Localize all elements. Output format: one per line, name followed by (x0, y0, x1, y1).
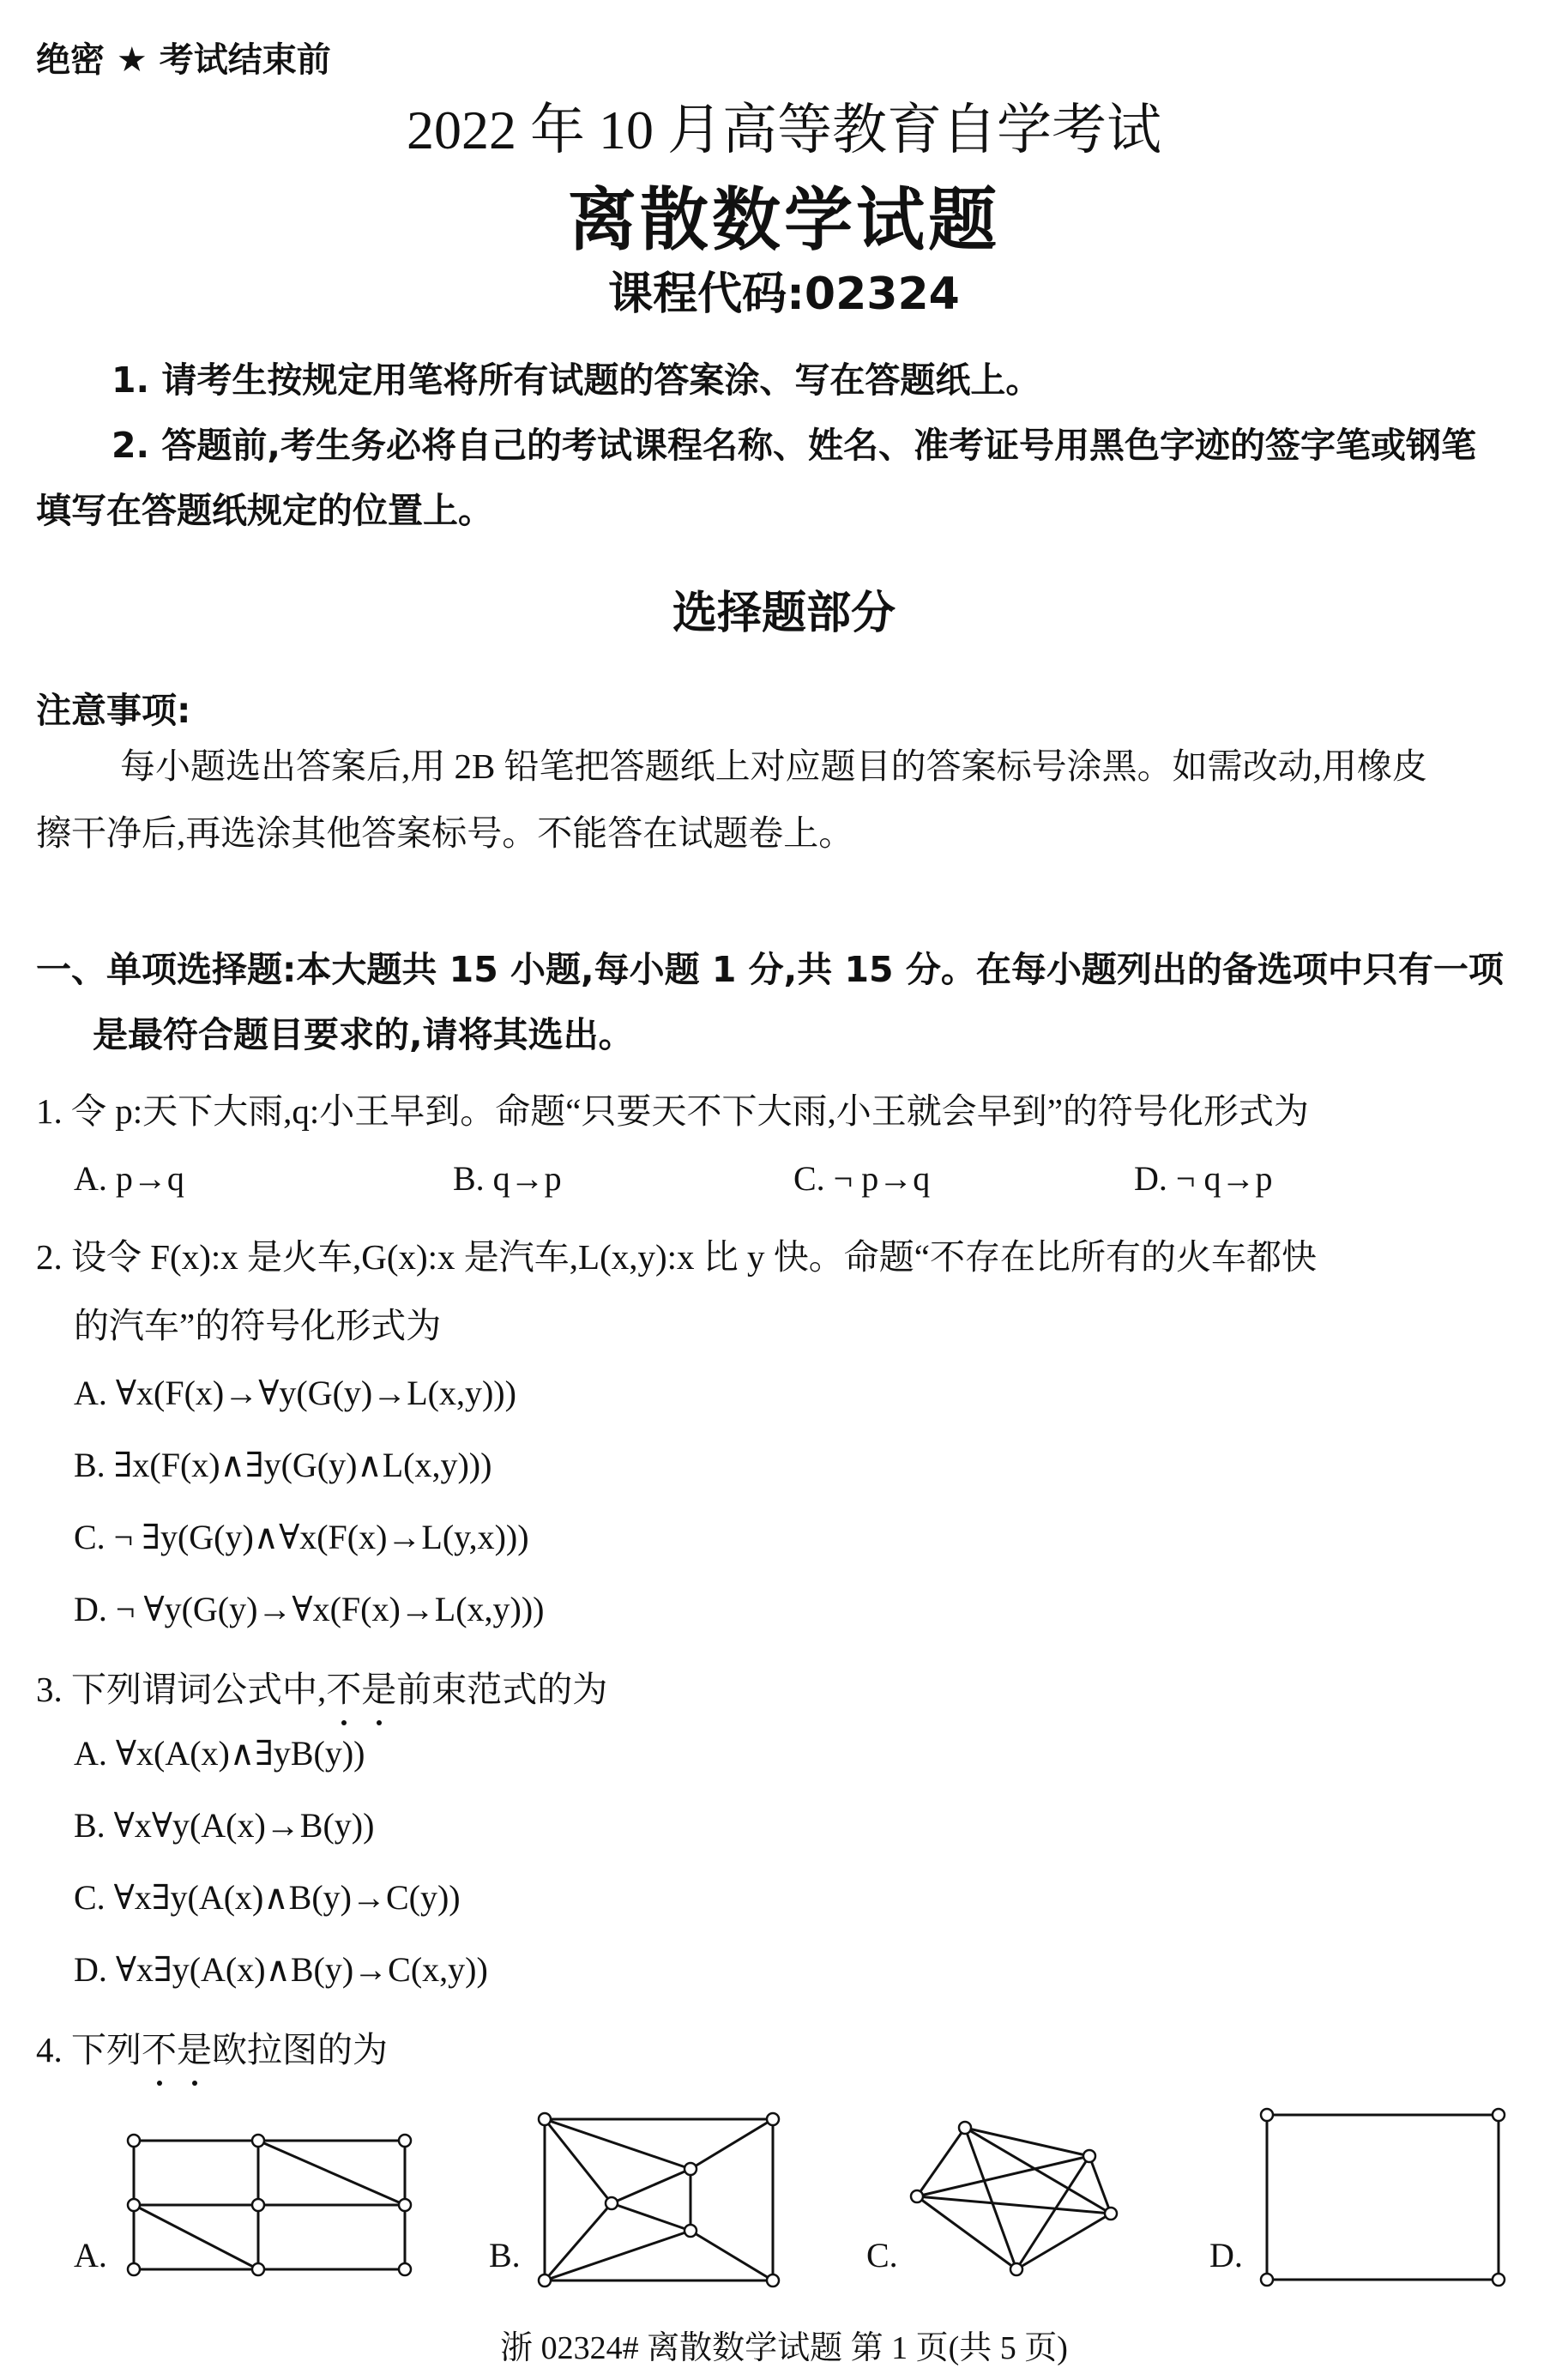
graph-d (1257, 2098, 1514, 2295)
question-1-option-c: C. ¬ p→q (793, 1159, 931, 1198)
question-3-text (36, 1661, 607, 1712)
question-3-option-a: A. ∀x(A(x)∧∃yB(y)) (74, 1734, 365, 1773)
question-4-emphasis-1: 不 (142, 2021, 177, 2072)
secret-mark: 绝密 ★ 考试结束前 (36, 40, 331, 80)
notice-line-2: 擦干净后,再选涂其他答案标号。不能答在试题卷上。 (36, 813, 854, 853)
question-3-prefix: 3. 下列谓词公式中, (36, 1670, 327, 1709)
question-1-option-b: B. q→p (453, 1159, 562, 1198)
question-2-text-continued: 的汽车”的符号化形式为 (74, 1306, 442, 1345)
question-1-option-a: A. p→q (74, 1159, 184, 1198)
question-4-suffix: 欧拉图的为 (212, 2030, 388, 2069)
question-4-option-c-label: C. (866, 2236, 898, 2274)
question-4-option-a-label: A. (74, 2236, 107, 2274)
question-3-emphasis-1: 不 (326, 1661, 361, 1712)
question-4-prefix: 4. 下列 (36, 2030, 142, 2069)
graph-b-vertices (539, 2113, 779, 2286)
question-4-text (36, 2021, 388, 2072)
question-2-option-d: D. ¬ ∀y(G(y)→∀x(F(x)→L(x,y))) (74, 1590, 545, 1628)
graph-d-vertices (1261, 2109, 1505, 2286)
part-one-heading: 一、单项选择题:本大题共 15 小题,每小题 1 分,共 15 分。在每小题列出的备选项中只有一项 (36, 949, 1504, 990)
question-3-option-d: D. ∀x∃y(A(x)∧B(y)→C(x,y)) (74, 1950, 488, 1989)
graph-b-edges (545, 2119, 773, 2280)
question-1-option-d: D. ¬ q→p (1134, 1159, 1273, 1198)
instruction-2-continued: 填写在答题纸规定的位置上。 (36, 490, 493, 531)
question-2-option-a: A. ∀x(F(x)→∀y(G(y)→L(x,y))) (74, 1374, 516, 1412)
question-4-option-d-label: D. (1209, 2236, 1243, 2274)
question-2-option-b: B. ∃x(F(x)∧∃y(G(y)∧L(x,y))) (74, 1446, 492, 1484)
question-4-option-b-label: B. (489, 2236, 521, 2274)
exam-title: 2022 年 10 月高等教育自学考试 (407, 100, 1161, 160)
course-code: 课程代码:02324 (608, 269, 960, 320)
graph-c-edges (917, 2128, 1111, 2269)
instruction-2: 2. 答题前,考生务必将自己的考试课程名称、姓名、准考证号用黑色字迹的签字笔或钢笔 (112, 425, 1476, 466)
notice-line-1: 每小题选出答案后,用 2B 铅笔把答题纸上对应题目的答案标号涂黑。如需改动,用橡皮 (120, 746, 1427, 786)
graph-c (905, 2115, 1137, 2286)
question-4-emphasis-2: 是 (177, 2021, 212, 2072)
subject-title: 离散数学试题 (568, 180, 1000, 260)
part-one-heading-continued: 是最符合题目要求的,请将其选出。 (93, 1014, 634, 1055)
question-2-text: 2. 设令 F(x):x 是火车,G(x):x 是汽车,L(x,y):x 比 y 快。命题“不存在比所有的火车都快 (36, 1237, 1317, 1277)
section-title: 选择题部分 (672, 588, 896, 639)
question-3-emphasis-2: 是 (361, 1661, 396, 1712)
question-3-suffix: 前束范式的为 (396, 1670, 608, 1709)
question-1-text: 1. 令 p:天下大雨,q:小王早到。命题“只要天不下大雨,小王就会早到”的符号化形式为 (36, 1091, 1309, 1131)
question-3-option-b: B. ∀x∀y(A(x)→B(y)) (74, 1806, 375, 1845)
page-footer: 浙 02324# 离散数学试题 第 1 页(共 5 页) (500, 2330, 1068, 2366)
graph-a-edges (134, 2141, 405, 2269)
instruction-1: 1. 请考生按规定用笔将所有试题的答案涂、写在答题纸上。 (112, 359, 1041, 401)
question-2-option-c: C. ¬ ∃y(G(y)∧∀x(F(x)→L(y,x))) (74, 1518, 529, 1556)
notice-label: 注意事项: (36, 690, 191, 731)
question-3-option-c: C. ∀x∃y(A(x)∧B(y)→C(y)) (74, 1878, 461, 1917)
graph-b (536, 2111, 785, 2299)
graph-d-edges (1267, 2115, 1499, 2280)
graph-a (120, 2123, 420, 2295)
